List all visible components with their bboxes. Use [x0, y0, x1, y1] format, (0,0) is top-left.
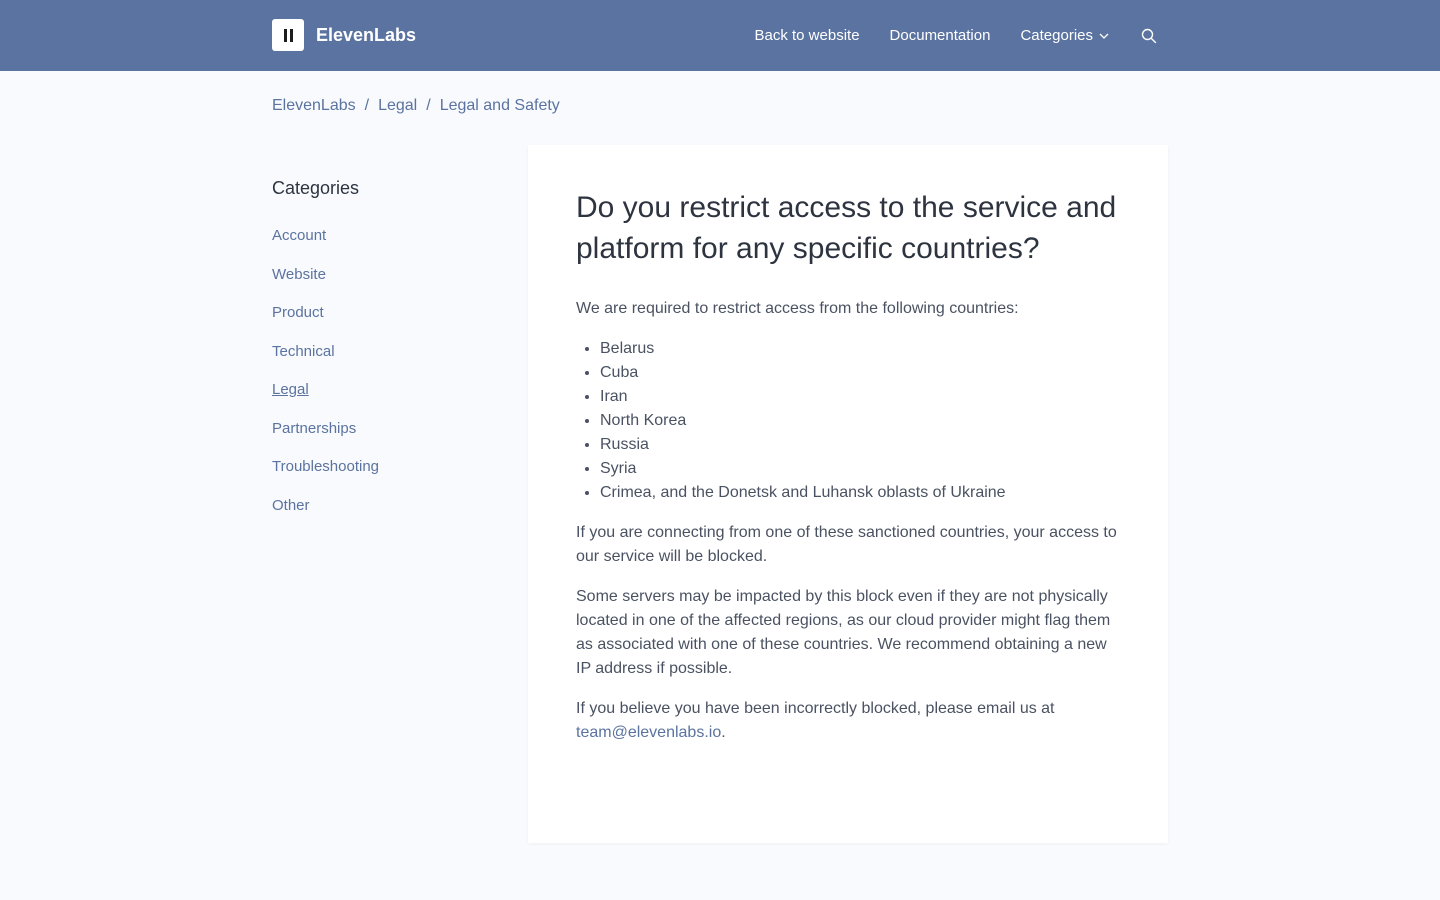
back-to-website-link[interactable]: Back to website	[754, 27, 860, 44]
article-title: Do you restrict access to the service and platform for any specific countries?	[576, 191, 1117, 265]
sidebar-title: Categories	[272, 178, 360, 198]
sidebar-list	[272, 227, 492, 535]
categories-sidebar	[272, 178, 492, 535]
breadcrumb-elevenlabs[interactable]: ElevenLabs	[272, 97, 356, 114]
contact-text: If you believe you have been incorrectly blocked, please email us at	[576, 700, 1055, 717]
breadcrumb-separator: /	[364, 97, 370, 114]
list-item: • Cuba	[600, 361, 1120, 385]
list-item: • Iran	[600, 385, 1120, 409]
article-paragraph-blocked: If you are connecting from one of these sanctioned countries, your access to our service will be blocked.	[576, 524, 1117, 565]
documentation-link[interactable]: Documentation	[889, 27, 991, 44]
sidebar-item-legal[interactable]: Legal	[272, 381, 309, 398]
article-intro: We are required to restrict access from the following countries:	[576, 300, 1019, 317]
sidebar-item-account[interactable]: Account	[272, 227, 327, 244]
article-card	[528, 145, 1168, 843]
sidebar-item-troubleshooting[interactable]: Troubleshooting	[272, 458, 380, 475]
restricted-countries-list	[600, 337, 1120, 505]
search-icon[interactable]	[1141, 28, 1157, 44]
elevenlabs-logo-icon	[272, 19, 304, 51]
sidebar-item-partnerships[interactable]: Partnerships	[272, 419, 357, 437]
top-nav	[754, 0, 1157, 71]
list-item: • Crimea, and the Donetsk and Luhansk oblasts of Ukraine	[600, 481, 1120, 505]
sidebar-item-technical[interactable]: Technical	[272, 342, 335, 360]
categories-dropdown[interactable]	[1020, 27, 1109, 44]
sidebar-item-other[interactable]: Other	[272, 496, 310, 514]
top-header	[0, 0, 1440, 71]
breadcrumb-separator: /	[426, 97, 431, 114]
support-email-link[interactable]: team@elevenlabs.io	[576, 724, 722, 741]
contact-period: .	[721, 724, 726, 741]
sidebar-item-website[interactable]: Website	[272, 265, 326, 283]
list-item: • Belarus	[600, 337, 1120, 361]
chevron-down-icon	[1099, 33, 1109, 39]
list-item: • Russia	[600, 433, 1120, 457]
list-item: • North Korea	[600, 409, 1120, 433]
sidebar-item-product[interactable]: Product	[272, 304, 324, 321]
breadcrumb-legal-and-safety[interactable]: Legal and Safety	[439, 97, 560, 114]
breadcrumb-legal[interactable]: Legal	[378, 97, 418, 114]
breadcrumb	[272, 97, 560, 115]
brand-home-link[interactable]	[272, 19, 416, 51]
brand-name: ElevenLabs	[316, 24, 417, 45]
article-paragraph-contact	[576, 697, 1120, 745]
article-paragraph-servers: Some servers may be impacted by this block even if they are not physically located in one of the affected regions, as our cloud provider might flag them as associated with one of these countries. We recommend obtaining a new IP address if possible.	[576, 588, 1111, 677]
categories-dropdown-label: Categories	[1020, 27, 1093, 44]
list-item: • Syria	[600, 457, 1120, 481]
